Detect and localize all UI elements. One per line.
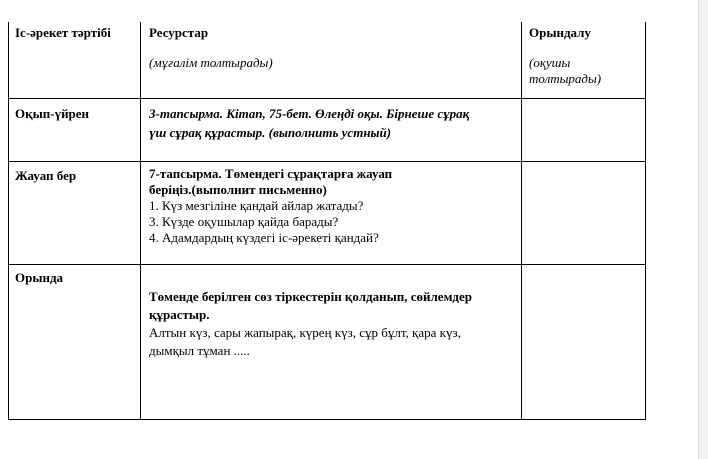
row-task-answer: 7-тапсырма. Төмендегі сұрақтарға жауап беріңіз.(выполнит письменно) 1. Күз мезгіліне қандай айлар жатады? 3. Күзде оқушылар қайда барады? 4. Адамдардың күздегі іс-әрекеті қандай? [149, 166, 393, 245]
row-step-answer: Жауап бер [15, 168, 77, 183]
table-border-col3 [521, 22, 522, 420]
scroll-edge [698, 0, 708, 459]
table-border-bottom [8, 419, 646, 420]
table-border-right [645, 22, 646, 420]
row-divider-1 [8, 98, 646, 99]
row-step-do: Орында [15, 270, 64, 285]
row-task-read: 3-тапсырма. Кітап, 75-бет. Өлеңді оқы. Бірнеше сұрақ үш сұрақ құрастыр. (выполнить устный) [149, 106, 470, 140]
table-border-left [8, 22, 9, 420]
header-resources-note: (мұғалім толтырады) [149, 55, 273, 70]
header-resources: Ресурстар [149, 25, 209, 40]
question-item: 1. Күз мезгіліне қандай айлар жатады? [149, 198, 364, 213]
header-completion: Орындалу [529, 25, 591, 40]
header-step-order: Іс-әрекет тәртібі [15, 25, 111, 40]
row-step-read: Оқып-үйрен [15, 106, 90, 121]
header-completion-note: (оқушы толтырады) [529, 55, 602, 86]
question-item: 4. Адамдардың күздегі іс-әрекеті қандай? [149, 230, 379, 245]
table-border-col2 [140, 22, 141, 420]
question-item: 3. Күзде оқушылар қайда барады? [149, 214, 339, 229]
row-divider-3 [8, 264, 646, 265]
row-divider-2 [8, 161, 646, 162]
row-task-do: Төменде берілген сөз тіркестерін қолданып, сөйлемдер құрастыр. Алтын күз, сары жапырақ, күрең күз, сұр бұлт, қара күз, дымқыл тұман ..... [149, 289, 473, 358]
